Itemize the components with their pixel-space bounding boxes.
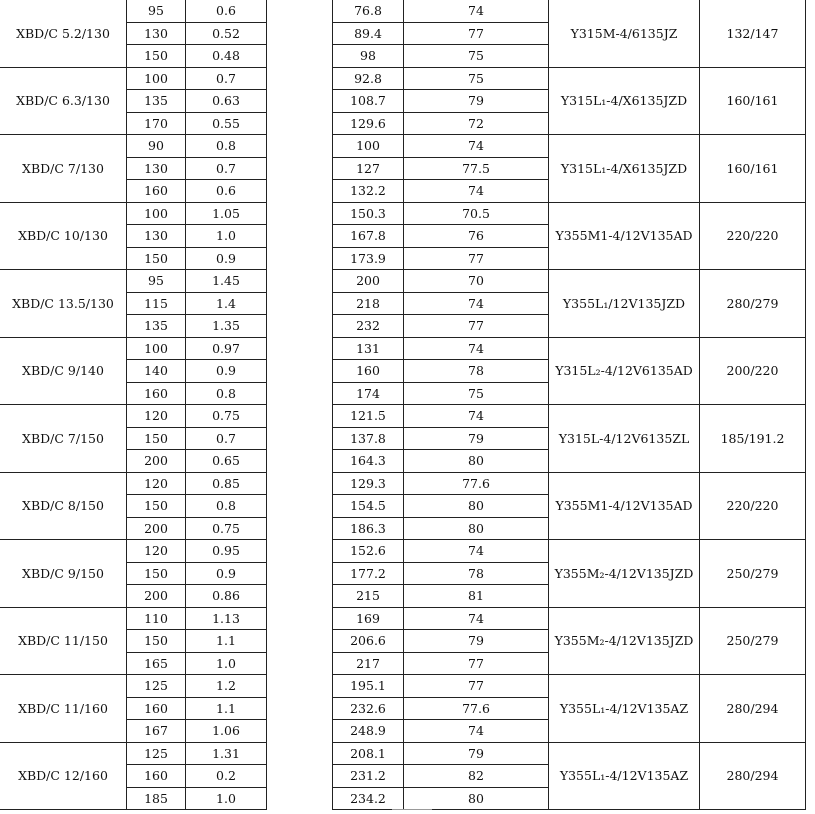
efficiency-cell: 70.5 — [404, 202, 549, 225]
blank-cell — [267, 292, 333, 315]
power-cell: 160 — [333, 360, 404, 383]
table-row — [0, 607, 806, 630]
efficiency-cell: 77 — [404, 22, 549, 45]
model-cell: XBD/C 7/130 — [0, 135, 127, 203]
flow-cell: 200 — [127, 585, 186, 608]
power-cell: 129.3 — [333, 472, 404, 495]
blank-cell — [267, 675, 333, 698]
efficiency-cell: 79 — [404, 427, 549, 450]
blank-cell — [267, 697, 333, 720]
power-cell: 167.8 — [333, 225, 404, 248]
head-cell: 0.8 — [186, 135, 267, 158]
blank-cell — [267, 607, 333, 630]
efficiency-cell: 75 — [404, 382, 549, 405]
head-cell: 0.63 — [186, 90, 267, 113]
efficiency-cell: 75 — [404, 45, 549, 68]
kw-cell: 280/294 — [700, 675, 806, 743]
kw-cell: 250/279 — [700, 540, 806, 608]
efficiency-cell: 74 — [404, 720, 549, 743]
blank-cell — [267, 90, 333, 113]
head-cell: 0.97 — [186, 337, 267, 360]
blank-cell — [267, 225, 333, 248]
kw-cell: 185/191.2 — [700, 405, 806, 473]
flow-cell: 130 — [127, 157, 186, 180]
flow-cell: 200 — [127, 450, 186, 473]
power-cell: 186.3 — [333, 517, 404, 540]
model-cell: XBD/C 11/150 — [0, 607, 127, 675]
motor-cell: Y315L₁-4/X6135JZD — [549, 135, 700, 203]
flow-cell: 130 — [127, 225, 186, 248]
power-cell: 164.3 — [333, 450, 404, 473]
efficiency-cell: 74 — [404, 180, 549, 203]
power-cell: 248.9 — [333, 720, 404, 743]
motor-cell: Y355L₁/12V135JZD — [549, 270, 700, 338]
blank-cell — [267, 0, 333, 22]
flow-cell: 200 — [127, 517, 186, 540]
power-cell: 234.2 — [333, 787, 404, 810]
table-row — [0, 540, 806, 563]
flow-cell: 150 — [127, 562, 186, 585]
efficiency-cell: 75 — [404, 67, 549, 90]
table-row — [0, 337, 806, 360]
flow-cell: 160 — [127, 765, 186, 788]
power-cell: 92.8 — [333, 67, 404, 90]
efficiency-cell: 79 — [404, 90, 549, 113]
power-cell: 132.2 — [333, 180, 404, 203]
efficiency-cell: 78 — [404, 562, 549, 585]
head-cell: 0.7 — [186, 67, 267, 90]
flow-cell: 110 — [127, 607, 186, 630]
efficiency-cell: 74 — [404, 135, 549, 158]
head-cell: 1.31 — [186, 742, 267, 765]
head-cell: 0.7 — [186, 427, 267, 450]
head-cell: 0.8 — [186, 495, 267, 518]
efficiency-cell: 77.5 — [404, 157, 549, 180]
blank-cell — [267, 517, 333, 540]
kw-cell: 280/279 — [700, 270, 806, 338]
power-cell: 200 — [333, 270, 404, 293]
table-row — [0, 67, 806, 90]
head-cell: 0.86 — [186, 585, 267, 608]
power-cell: 232.6 — [333, 697, 404, 720]
head-cell: 0.7 — [186, 157, 267, 180]
power-cell: 131 — [333, 337, 404, 360]
head-cell: 1.0 — [186, 652, 267, 675]
efficiency-cell: 82 — [404, 765, 549, 788]
head-cell: 1.1 — [186, 630, 267, 653]
blank-cell — [267, 270, 333, 293]
head-cell: 0.8 — [186, 382, 267, 405]
blank-cell — [267, 787, 333, 810]
model-cell: XBD/C 13.5/130 — [0, 270, 127, 338]
efficiency-cell: 77 — [404, 675, 549, 698]
flow-cell: 150 — [127, 495, 186, 518]
power-cell: 232 — [333, 315, 404, 338]
head-cell: 0.55 — [186, 112, 267, 135]
table-row — [0, 270, 806, 293]
efficiency-cell: 80 — [404, 787, 549, 810]
kw-cell: 132/147 — [700, 0, 806, 67]
efficiency-cell: 74 — [404, 337, 549, 360]
flow-cell: 135 — [127, 90, 186, 113]
head-cell: 1.06 — [186, 720, 267, 743]
blank-cell — [267, 67, 333, 90]
table-row — [0, 405, 806, 428]
efficiency-cell: 79 — [404, 630, 549, 653]
table-row — [0, 135, 806, 158]
blank-cell — [267, 315, 333, 338]
power-cell: 195.1 — [333, 675, 404, 698]
power-cell: 206.6 — [333, 630, 404, 653]
table-row — [0, 202, 806, 225]
head-cell: 1.4 — [186, 292, 267, 315]
head-cell: 0.75 — [186, 517, 267, 540]
power-cell: 127 — [333, 157, 404, 180]
head-cell: 0.9 — [186, 562, 267, 585]
head-cell: 0.52 — [186, 22, 267, 45]
head-cell: 0.9 — [186, 360, 267, 383]
flow-cell: 90 — [127, 135, 186, 158]
power-cell: 174 — [333, 382, 404, 405]
power-cell: 208.1 — [333, 742, 404, 765]
blank-cell — [267, 202, 333, 225]
power-cell: 98 — [333, 45, 404, 68]
kw-cell: 220/220 — [700, 472, 806, 540]
flow-cell: 185 — [127, 787, 186, 810]
head-cell: 1.1 — [186, 697, 267, 720]
head-cell: 0.2 — [186, 765, 267, 788]
motor-cell: Y355L₁-4/12V135AZ — [549, 742, 700, 810]
motor-cell: Y355L₁-4/12V135AZ — [549, 675, 700, 743]
kw-cell: 160/161 — [700, 67, 806, 135]
flow-cell: 165 — [127, 652, 186, 675]
flow-cell: 167 — [127, 720, 186, 743]
model-cell: XBD/C 10/130 — [0, 202, 127, 270]
power-cell: 215 — [333, 585, 404, 608]
efficiency-cell: 77 — [404, 652, 549, 675]
motor-cell: Y315L-4/12V6135ZL — [549, 405, 700, 473]
flow-cell: 160 — [127, 180, 186, 203]
power-cell: 152.6 — [333, 540, 404, 563]
blank-cell — [267, 382, 333, 405]
efficiency-cell: 70 — [404, 270, 549, 293]
blank-cell — [267, 180, 333, 203]
kw-cell: 160/161 — [700, 135, 806, 203]
blank-cell — [267, 360, 333, 383]
motor-cell: Y315L₁-4/X6135JZD — [549, 67, 700, 135]
flow-cell: 120 — [127, 472, 186, 495]
blank-cell — [267, 720, 333, 743]
flow-cell: 140 — [127, 360, 186, 383]
blank-cell — [267, 135, 333, 158]
flow-cell: 170 — [127, 112, 186, 135]
efficiency-cell: 72 — [404, 112, 549, 135]
model-cell: XBD/C 8/150 — [0, 472, 127, 540]
model-cell: XBD/C 9/150 — [0, 540, 127, 608]
efficiency-cell: 80 — [404, 517, 549, 540]
flow-cell: 150 — [127, 630, 186, 653]
efficiency-cell: 77 — [404, 315, 549, 338]
table-row — [0, 0, 806, 22]
model-cell: XBD/C 11/160 — [0, 675, 127, 743]
efficiency-cell: 74 — [404, 0, 549, 22]
power-cell: 100 — [333, 135, 404, 158]
head-cell: 1.05 — [186, 202, 267, 225]
flow-cell: 100 — [127, 202, 186, 225]
model-cell: XBD/C 12/160 — [0, 742, 127, 810]
power-cell: 217 — [333, 652, 404, 675]
head-cell: 0.95 — [186, 540, 267, 563]
blank-cell — [267, 765, 333, 788]
efficiency-cell: 74 — [404, 292, 549, 315]
blank-cell — [267, 450, 333, 473]
kw-cell: 200/220 — [700, 337, 806, 405]
power-cell: 218 — [333, 292, 404, 315]
head-cell: 1.0 — [186, 787, 267, 810]
blank-cell — [267, 472, 333, 495]
flow-cell: 160 — [127, 382, 186, 405]
efficiency-cell: 79 — [404, 742, 549, 765]
efficiency-cell: 80 — [404, 450, 549, 473]
efficiency-cell: 77 — [404, 247, 549, 270]
flow-cell: 130 — [127, 22, 186, 45]
efficiency-cell: 78 — [404, 360, 549, 383]
motor-cell: Y315M-4/6135JZ — [549, 0, 700, 67]
flow-cell: 100 — [127, 67, 186, 90]
blank-cell — [267, 495, 333, 518]
flow-cell: 115 — [127, 292, 186, 315]
motor-cell: Y355M1-4/12V135AD — [549, 202, 700, 270]
motor-cell: Y315L₂-4/12V6135AD — [549, 337, 700, 405]
efficiency-cell: 80 — [404, 495, 549, 518]
motor-cell: Y355M₂-4/12V135JZD — [549, 607, 700, 675]
power-cell: 129.6 — [333, 112, 404, 135]
model-cell: XBD/C 9/140 — [0, 337, 127, 405]
head-cell: 0.6 — [186, 0, 267, 22]
flow-cell: 135 — [127, 315, 186, 338]
head-cell: 1.35 — [186, 315, 267, 338]
flow-cell: 95 — [127, 0, 186, 22]
power-cell: 231.2 — [333, 765, 404, 788]
motor-cell: Y355M₂-4/12V135JZD — [549, 540, 700, 608]
efficiency-cell: 74 — [404, 607, 549, 630]
efficiency-cell: 81 — [404, 585, 549, 608]
power-cell: 89.4 — [333, 22, 404, 45]
efficiency-cell: 74 — [404, 405, 549, 428]
head-cell: 0.48 — [186, 45, 267, 68]
head-cell: 0.9 — [186, 247, 267, 270]
blank-cell — [267, 630, 333, 653]
power-cell: 150.3 — [333, 202, 404, 225]
head-cell: 0.6 — [186, 180, 267, 203]
kw-cell: 280/294 — [700, 742, 806, 810]
head-cell: 0.75 — [186, 405, 267, 428]
motor-cell: Y355M1-4/12V135AD — [549, 472, 700, 540]
blank-cell — [267, 427, 333, 450]
model-cell: XBD/C 5.2/130 — [0, 0, 127, 67]
flow-cell: 95 — [127, 270, 186, 293]
blank-cell — [267, 157, 333, 180]
page-edge-mark — [392, 809, 432, 814]
blank-cell — [267, 742, 333, 765]
table-row — [0, 472, 806, 495]
flow-cell: 150 — [127, 45, 186, 68]
efficiency-cell: 77.6 — [404, 697, 549, 720]
blank-cell — [267, 652, 333, 675]
efficiency-cell: 74 — [404, 540, 549, 563]
head-cell: 0.85 — [186, 472, 267, 495]
flow-cell: 125 — [127, 742, 186, 765]
kw-cell: 220/220 — [700, 202, 806, 270]
head-cell: 1.2 — [186, 675, 267, 698]
power-cell: 173.9 — [333, 247, 404, 270]
flow-cell: 150 — [127, 247, 186, 270]
blank-cell — [267, 112, 333, 135]
flow-cell: 120 — [127, 540, 186, 563]
power-cell: 137.8 — [333, 427, 404, 450]
power-cell: 121.5 — [333, 405, 404, 428]
table-row — [0, 675, 806, 698]
model-cell: XBD/C 7/150 — [0, 405, 127, 473]
efficiency-cell: 77.6 — [404, 472, 549, 495]
flow-cell: 160 — [127, 697, 186, 720]
blank-cell — [267, 585, 333, 608]
head-cell: 1.0 — [186, 225, 267, 248]
efficiency-cell: 76 — [404, 225, 549, 248]
head-cell: 1.45 — [186, 270, 267, 293]
flow-cell: 150 — [127, 427, 186, 450]
blank-cell — [267, 247, 333, 270]
blank-cell — [267, 45, 333, 68]
power-cell: 177.2 — [333, 562, 404, 585]
blank-cell — [267, 562, 333, 585]
power-cell: 108.7 — [333, 90, 404, 113]
table-row — [0, 742, 806, 765]
head-cell: 0.65 — [186, 450, 267, 473]
flow-cell: 120 — [127, 405, 186, 428]
flow-cell: 125 — [127, 675, 186, 698]
blank-cell — [267, 337, 333, 360]
kw-cell: 250/279 — [700, 607, 806, 675]
blank-cell — [267, 405, 333, 428]
power-cell: 154.5 — [333, 495, 404, 518]
blank-cell — [267, 540, 333, 563]
head-cell: 1.13 — [186, 607, 267, 630]
blank-cell — [267, 22, 333, 45]
flow-cell: 100 — [127, 337, 186, 360]
power-cell: 169 — [333, 607, 404, 630]
power-cell: 76.8 — [333, 0, 404, 22]
model-cell: XBD/C 6.3/130 — [0, 67, 127, 135]
